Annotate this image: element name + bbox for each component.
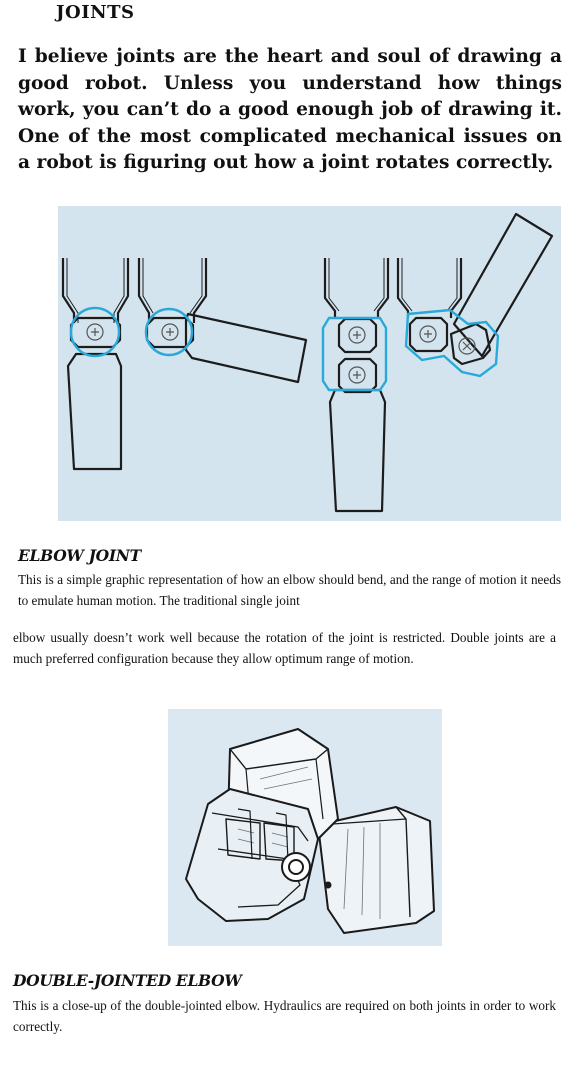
joint-diagram-illustration (58, 206, 561, 521)
elbow-joint-heading: ELBOW JOINT (18, 546, 141, 565)
joint-diagram-figure (58, 206, 561, 521)
intro-paragraph: I believe joints are the heart and soul of drawing a good robot. Unless you understand how things work, you can’t do a good enough job of drawing it. One of the most complicated mechanical issues on a robot is figuring out how a joint rotates correctly. (18, 46, 562, 173)
section-title: JOINTS (56, 2, 135, 23)
elbow-joint-text-part1: This is a simple graphic representation of how an elbow should bend, and the range of motion it needs to emulate human motion. The traditional single joint (18, 572, 561, 608)
double-jointed-elbow-text: This is a close-up of the double-jointed elbow. Hydraulics are required on both joints in order to work correctly. (13, 998, 556, 1034)
double-jointed-elbow-heading: DOUBLE-JOINTED ELBOW (13, 971, 242, 990)
elbow-joint-text-part2: elbow usually doesn’t work well because the rotation of the joint is restricted. Double joints are a much preferred configuration because they allow optimum range of motion. (13, 630, 556, 666)
double-jointed-elbow-sketch (168, 709, 442, 946)
elbow-sketch-illustration (168, 709, 442, 946)
